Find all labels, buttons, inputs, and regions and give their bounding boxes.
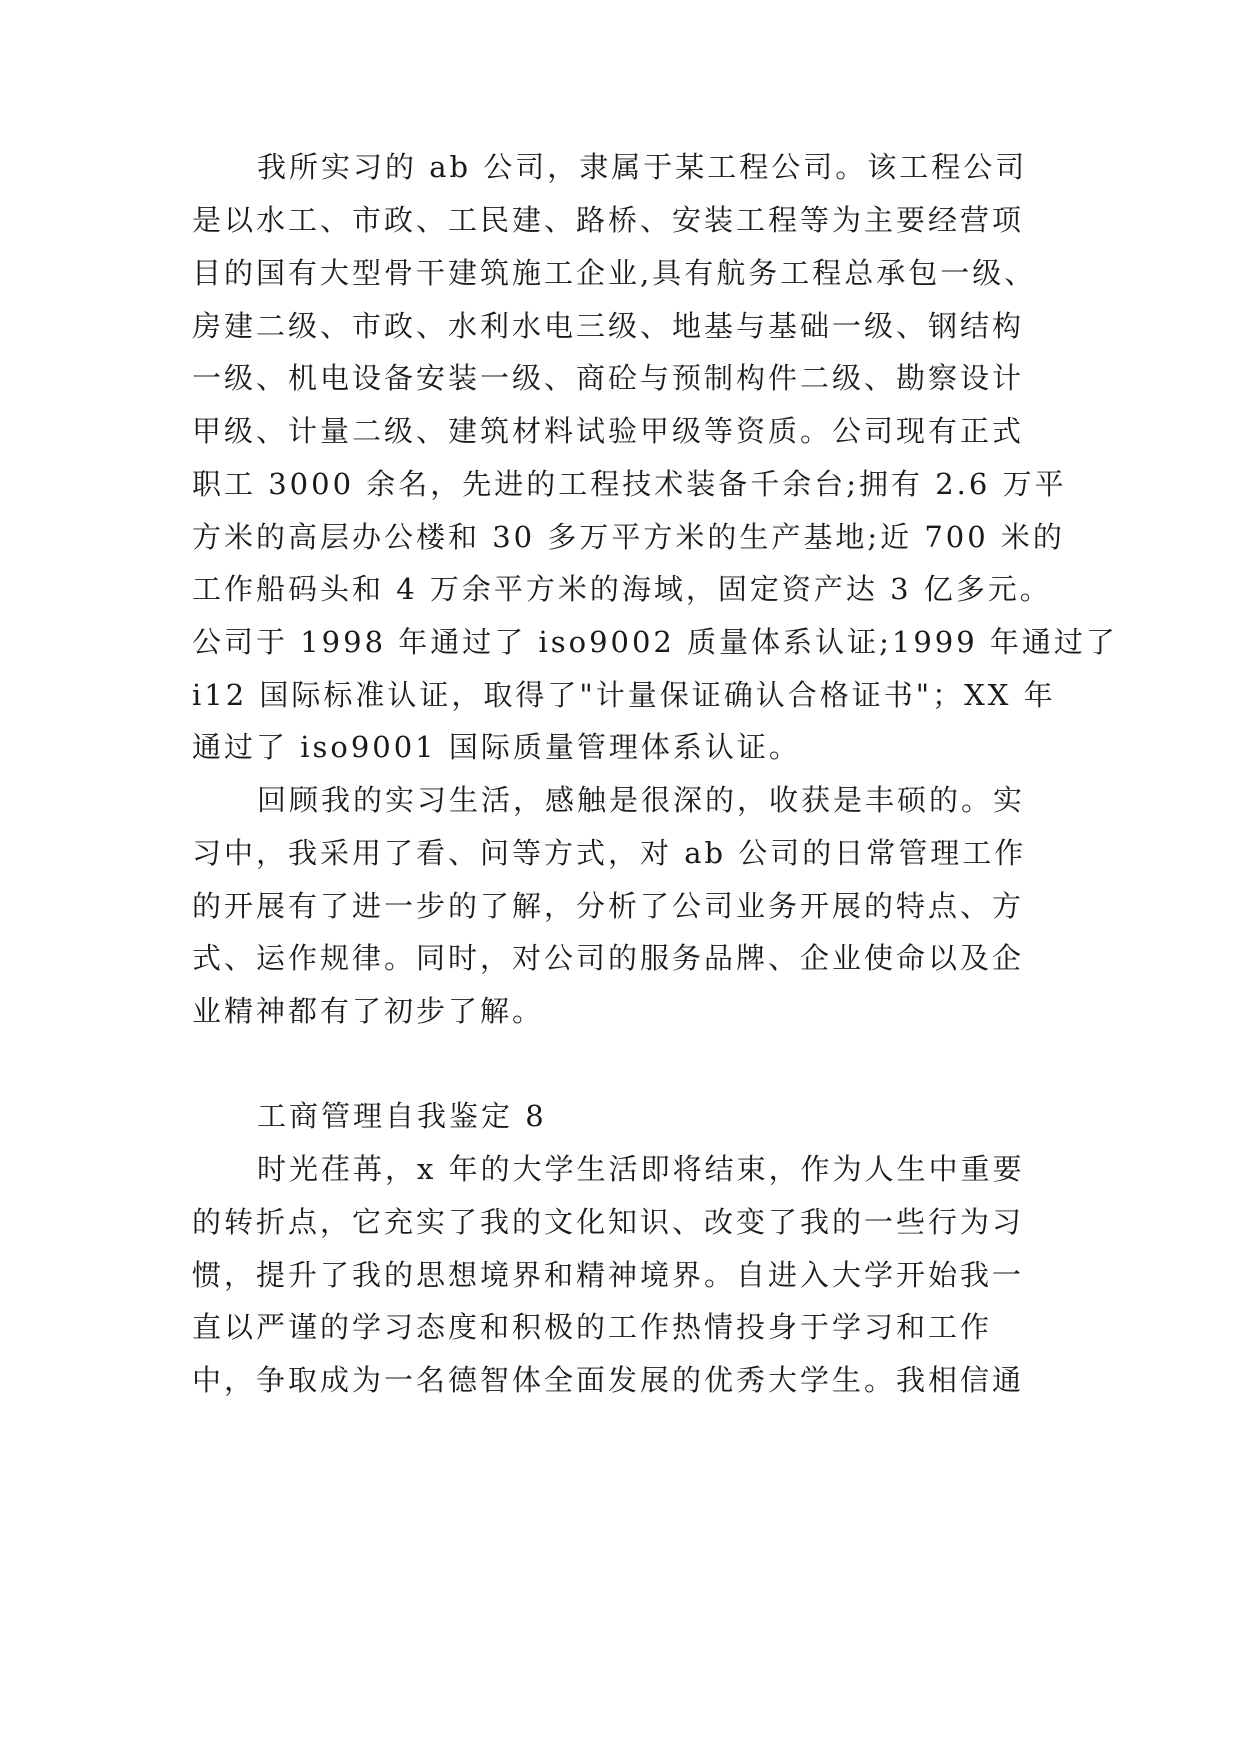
paragraph-1-line-5: 一级、机电设备安装一级、商砼与预制构件二级、勘察设计	[192, 361, 1025, 395]
paragraph-3-line-2: 的转折点，它充实了我的文化知识、改变了我的一些行为习	[192, 1205, 1025, 1239]
paragraph-3-line-1: 时光荏苒，x 年的大学生活即将结束，作为人生中重要	[257, 1152, 1025, 1186]
paragraph-1-line-9: 工作船码头和 4 万余平方米的海域，固定资产达 3 亿多元。	[192, 572, 1052, 606]
paragraph-2-line-4: 式、运作规律。同时，对公司的服务品牌、企业使命以及企	[192, 941, 1025, 975]
paragraph-2-line-1: 回顾我的实习生活，感触是很深的，收获是丰硕的。实	[257, 783, 1026, 817]
paragraph-1-line-7: 职工 3000 余名，先进的工程技术装备千余台;拥有 2.6 万平	[192, 467, 1067, 501]
paragraph-3-line-4: 直以严谨的学习态度和积极的工作热情投身于学习和工作	[192, 1310, 993, 1344]
paragraph-1-line-3: 目的国有大型骨干建筑施工企业,具有航务工程总承包一级、	[192, 256, 1037, 290]
paragraph-1-line-11: i12 国际标准认证，取得了"计量保证确认合格证书"；XX 年	[192, 678, 1056, 712]
paragraph-1-line-10: 公司于 1998 年通过了 iso9002 质量体系认证;1999 年通过了	[192, 625, 1118, 659]
paragraph-1-line-1: 我所实习的 ab 公司，隶属于某工程公司。该工程公司	[257, 150, 1028, 184]
paragraph-1-line-2: 是以水工、市政、工民建、路桥、安装工程等为主要经营项	[192, 203, 1025, 237]
paragraph-1-line-4: 房建二级、市政、水利水电三级、地基与基础一级、钢结构	[192, 309, 1025, 343]
paragraph-3-line-5: 中，争取成为一名德智体全面发展的优秀大学生。我相信通	[192, 1363, 1025, 1397]
paragraph-2-line-2: 习中，我采用了看、问等方式，对 ab 公司的日常管理工作	[192, 836, 1027, 870]
paragraph-1-line-8: 方米的高层办公楼和 30 多万平方米的生产基地;近 700 米的	[192, 520, 1065, 554]
paragraph-2-line-5: 业精神都有了初步了解。	[192, 994, 545, 1028]
paragraph-1-line-6: 甲级、计量二级、建筑材料试验甲级等资质。公司现有正式	[192, 414, 1025, 448]
paragraph-2-line-3: 的开展有了进一步的了解，分析了公司业务开展的特点、方	[192, 889, 1025, 923]
paragraph-1-line-12: 通过了 iso9001 国际质量管理体系认证。	[192, 730, 801, 764]
paragraph-3-line-3: 惯，提升了我的思想境界和精神境界。自进入大学开始我一	[192, 1258, 1025, 1292]
section-heading: 工商管理自我鉴定 8	[257, 1099, 547, 1133]
